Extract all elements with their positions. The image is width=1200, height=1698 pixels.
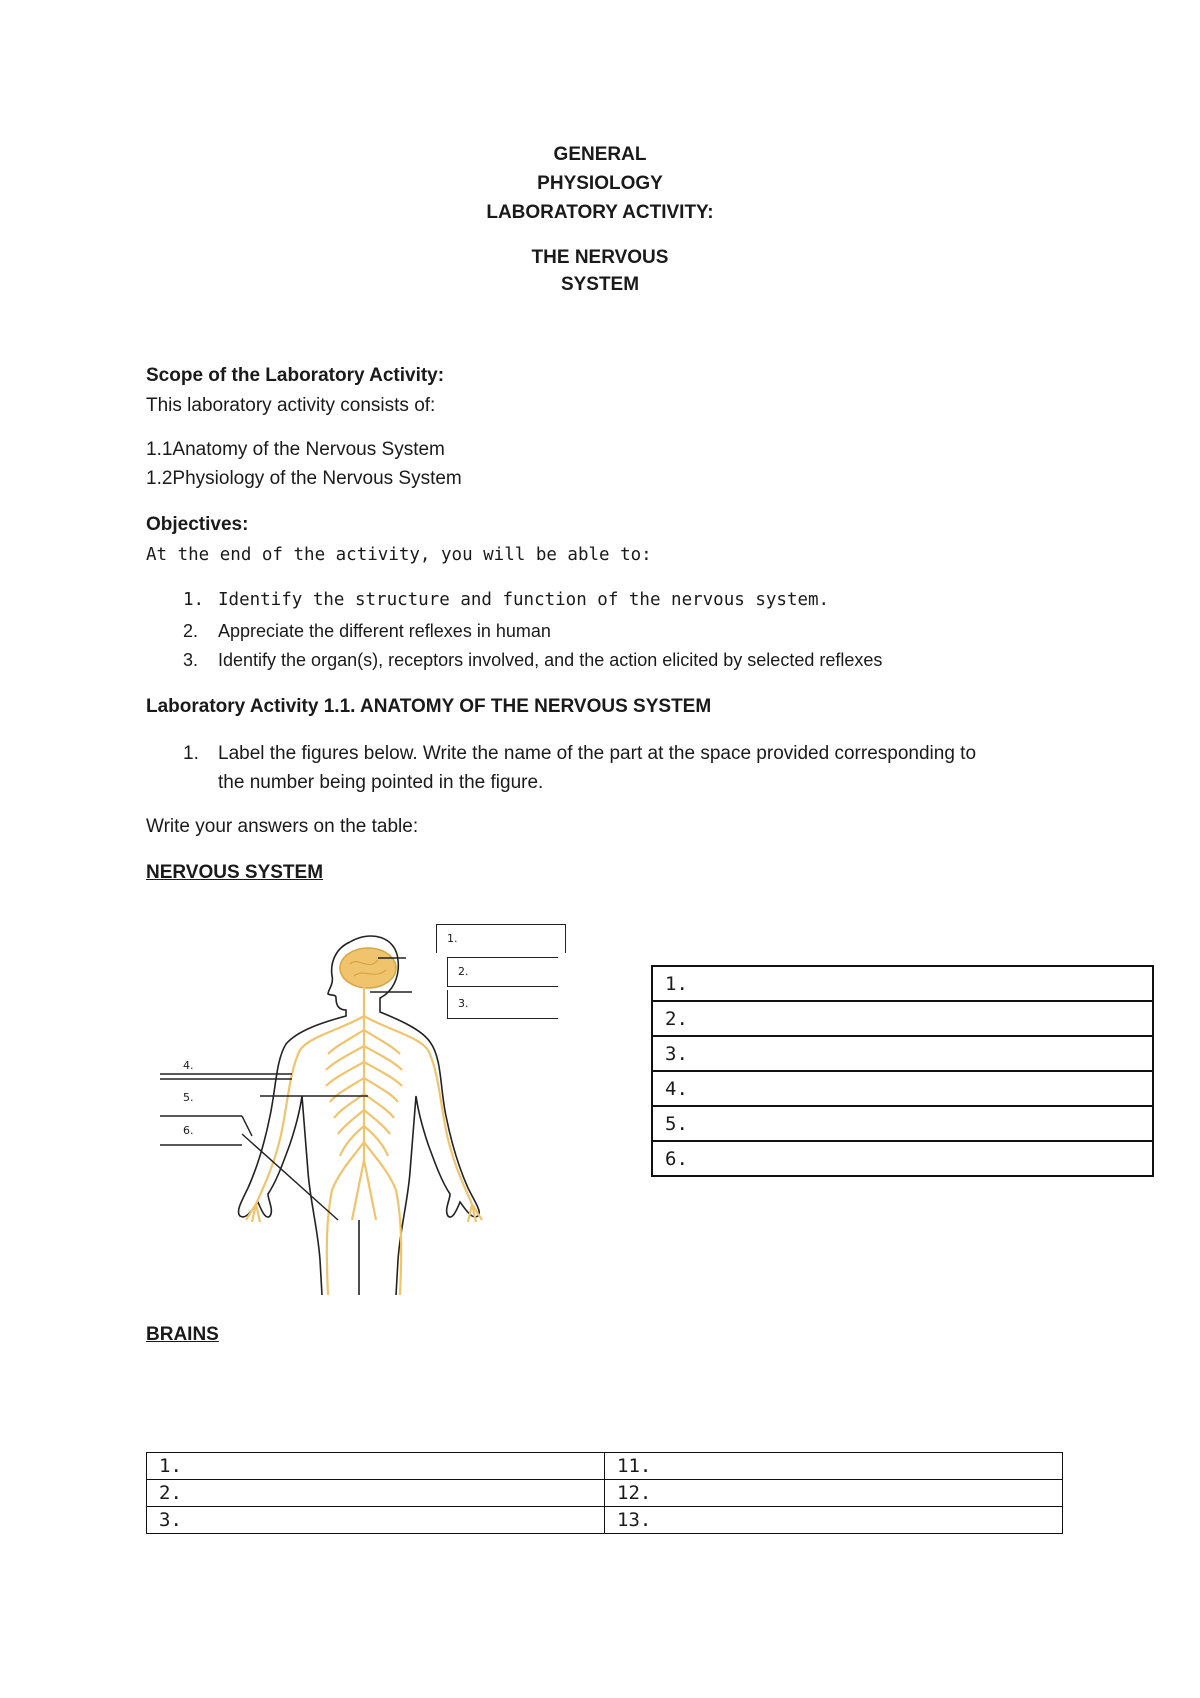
subtitle-line-1: THE NERVOUS	[531, 247, 669, 268]
brain-answer-cell-12[interactable]: 12.	[605, 1480, 1063, 1507]
table-row	[652, 966, 1153, 1001]
document-title	[0, 140, 1200, 227]
activity-step-line-1: Label the figures below. Write the name of the part at the space provided corresponding to	[218, 743, 977, 764]
figure-label-box-3: 3.	[447, 990, 558, 1019]
brains-heading: BRAINS	[146, 1324, 219, 1345]
activity-step-number: 1.	[183, 743, 199, 764]
answer-cell-3[interactable]: 3.	[652, 1036, 1153, 1071]
table-row	[652, 1036, 1153, 1071]
brain-shape	[340, 948, 396, 988]
leader-lines	[160, 958, 412, 1220]
table-row	[652, 1071, 1153, 1106]
title-line-1: GENERAL	[553, 144, 647, 165]
objective-2-number: 2.	[183, 621, 199, 641]
figure-label-4: 4.	[183, 1059, 194, 1072]
objectives-intro: At the end of the activity, you will be able to:	[146, 545, 652, 565]
figure-label-6: 6.	[183, 1124, 194, 1137]
objective-3-text: Identify the organ(s), receptors involved, and the action elicited by selected reflexes	[218, 650, 883, 670]
scope-item-2: 1.2Physiology of the Nervous System	[146, 468, 462, 489]
subtitle-line-2: SYSTEM	[560, 274, 640, 295]
answer-cell-4[interactable]: 4.	[652, 1071, 1153, 1106]
scope-intro: This laboratory activity consists of:	[146, 395, 436, 416]
objective-3-number: 3.	[183, 650, 199, 670]
figure-label-box-2: 2.	[447, 957, 558, 987]
brain-answer-cell-1[interactable]: 1.	[147, 1453, 605, 1480]
objective-1-text: Identify the structure and function of the nervous system.	[218, 590, 830, 610]
objective-2-text: Appreciate the different reflexes in human	[218, 621, 551, 641]
title-line-2: PHYSIOLOGY	[537, 173, 663, 194]
nerve-network	[246, 986, 482, 1295]
objectives-heading: Objectives:	[146, 514, 249, 535]
brain-answer-cell-11[interactable]: 11.	[605, 1453, 1063, 1480]
scope-item-1: 1.1Anatomy of the Nervous System	[146, 439, 445, 460]
brain-answer-cell-2[interactable]: 2.	[147, 1480, 605, 1507]
table-row	[147, 1507, 1063, 1534]
table-row	[147, 1480, 1063, 1507]
answer-cell-5[interactable]: 5.	[652, 1106, 1153, 1141]
brain-answer-cell-13[interactable]: 13.	[605, 1507, 1063, 1534]
figure-label-box-1: 1.	[436, 924, 566, 953]
activity-step-line-2: the number being pointed in the figure.	[218, 772, 544, 793]
objective-1-number: 1.	[183, 590, 205, 610]
activity-heading: Laboratory Activity 1.1. ANATOMY OF THE NERVOUS SYSTEM	[146, 696, 712, 717]
table-row	[652, 1106, 1153, 1141]
answer-cell-1[interactable]: 1.	[652, 966, 1153, 1001]
nervous-system-answer-table	[651, 965, 1154, 1177]
table-row	[147, 1453, 1063, 1480]
table-row	[652, 1001, 1153, 1036]
table-row	[652, 1141, 1153, 1176]
nervous-system-heading: NERVOUS SYSTEM	[146, 862, 324, 883]
document-subtitle	[0, 244, 1200, 298]
brain-answer-cell-3[interactable]: 3.	[147, 1507, 605, 1534]
figure-label-5: 5.	[183, 1091, 194, 1104]
answers-note: Write your answers on the table:	[146, 816, 419, 837]
answer-cell-2[interactable]: 2.	[652, 1001, 1153, 1036]
brains-answer-table	[146, 1452, 1063, 1534]
scope-heading: Scope of the Laboratory Activity:	[146, 365, 445, 386]
answer-cell-6[interactable]: 6.	[652, 1141, 1153, 1176]
title-line-3: LABORATORY ACTIVITY:	[486, 202, 714, 223]
